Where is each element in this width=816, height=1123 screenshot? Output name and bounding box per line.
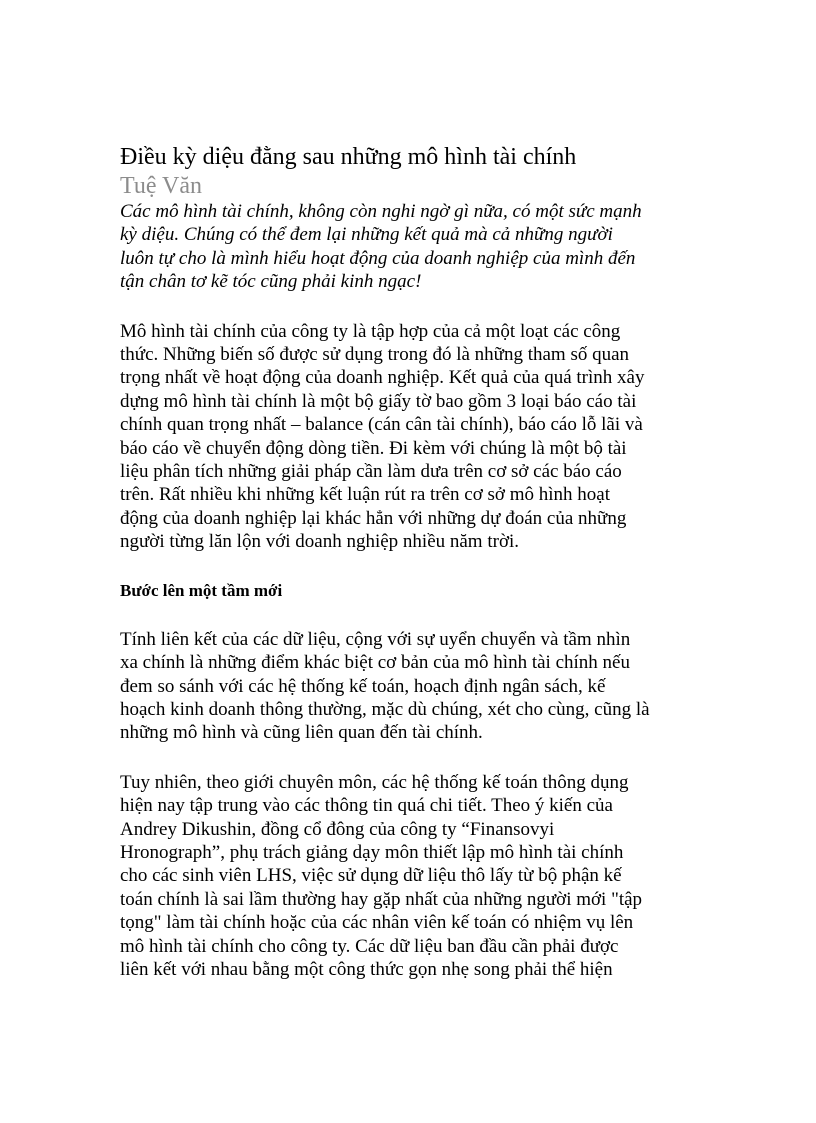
paragraph-line: báo cáo về chuyển động dòng tiền. Đi kèm với chúng là một bộ tài [120, 437, 627, 459]
paragraph-line: Hronograph”, phụ trách giảng dạy môn thiết lập mô hình tài chính [120, 841, 624, 863]
lede-line: tận chân tơ kẽ tóc cũng phải kinh ngạc! [120, 271, 422, 293]
paragraph-line: những mô hình và cũng liên quan đến tài chính. [120, 722, 483, 744]
paragraph-2 [120, 628, 704, 745]
article-title: Điều kỳ diệu đằng sau những mô hình tài chính [120, 144, 577, 170]
paragraph-line: hoạch kinh doanh thông thường, mặc dù chúng, xét cho cùng, cũng là [120, 698, 650, 720]
paragraph-line: Andrey Dikushin, đồng cổ đông của công ty “Finansovyi [120, 818, 555, 840]
paragraph-line: tọng" làm tài chính hoặc của các nhân viên kế toán có nhiệm vụ lên [120, 912, 634, 934]
lede-line: luôn tự cho là mình hiểu hoạt động của doanh nghiệp của mình đến [120, 247, 636, 269]
paragraph-line: trọng nhất về hoạt động của doanh nghiệp. Kết quả của quá trình xây [120, 367, 645, 389]
paragraph-line: cho các sinh viên LHS, việc sử dụng dữ liệu thô lấy từ bộ phận kế [120, 865, 622, 887]
paragraph-line: toán chính là sai lầm thường hay gặp nhất của những người mới "tập [120, 888, 643, 910]
lede-line: kỳ diệu. Chúng có thể đem lại những kết quả mà cả những người [120, 224, 613, 246]
paragraph-line: Tuy nhiên, theo giới chuyên môn, các hệ thống kế toán thông dụng [120, 771, 629, 793]
document-page [120, 142, 704, 1007]
paragraph-line: chính quan trọng nhất – balance (cán cân tài chính), báo cáo lỗ lãi và [120, 414, 643, 436]
paragraph-line: động của doanh nghiệp lại khác hẳn với những dự đoán của những [120, 507, 627, 529]
paragraph-line: xa chính là những điểm khác biệt cơ bản của mô hình tài chính nếu [120, 652, 630, 674]
paragraph-line: người từng lăn lộn với doanh nghiệp nhiều năm trời. [120, 531, 520, 553]
paragraph-line: trên. Rất nhiều khi những kết luận rút ra trên cơ sở mô hình hoạt [120, 484, 610, 506]
paragraph-line: Tính liên kết của các dữ liệu, cộng với sự uyển chuyển và tầm nhìn [120, 628, 631, 650]
paragraph-line: đem so sánh với các hệ thống kế toán, hoạch định ngân sách, kế [120, 675, 606, 697]
lede-line: Các mô hình tài chính, không còn nghi ngờ gì nữa, có một sức mạnh [120, 201, 642, 222]
paragraph-1 [120, 320, 704, 554]
paragraph-line: dựng mô hình tài chính là một bộ giấy tờ bao gồm 3 loại báo cáo tài [120, 390, 637, 412]
section-heading: Bước lên một tầm mới [120, 580, 283, 600]
paragraph-line: mô hình tài chính cho công ty. Các dữ liệu ban đầu cần phải được [120, 935, 619, 957]
paragraph-line: thức. Những biến số được sử dụng trong đó là những tham số quan [120, 344, 630, 366]
paragraph-3 [120, 771, 704, 982]
paragraph-line: liệu phân tích những giải pháp cần làm dưa trên cơ sở các báo cáo [120, 461, 622, 483]
paragraph-line: liên kết với nhau bằng một công thức gọn nhẹ song phải thể hiện [120, 958, 613, 980]
paragraph-line: Mô hình tài chính của công ty là tập hợp của cả một loạt các công [120, 320, 621, 342]
article-lede [120, 200, 704, 294]
paragraph-line: hiện nay tập trung vào các thông tin quá chi tiết. Theo ý kiến của [120, 795, 613, 817]
article-author: Tuệ Văn [120, 173, 203, 199]
